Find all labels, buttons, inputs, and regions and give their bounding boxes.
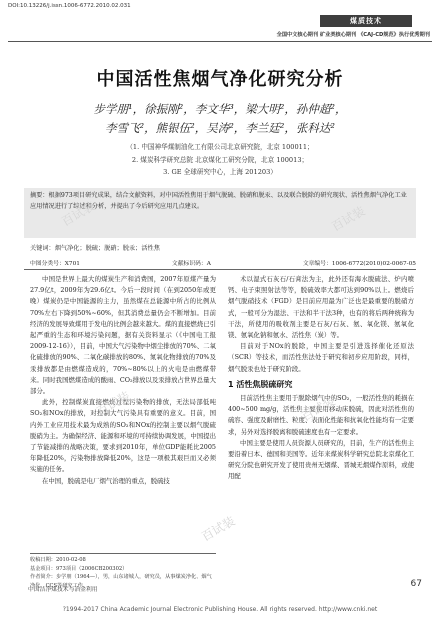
abstract-text: 摘要：根据973项目研究成果，结合文献资料，对中国活性焦用于烟气脱硫、脱硝和脱汞、以及联合脱除的研究现状、活性焦烟气净化工业应用情况进行了综述和分析，并提出了今后研究应用几点建议。 [30, 192, 407, 210]
header-rule [8, 41, 432, 42]
body-paragraph: 术以湿式石灰石/石膏法为主，此外还有海水脱硫法、炉内喷钙、电子束照射法等等，脱硫效率大都可达到90%以上。燃烧后烟气脱硝技术（FGD）是目前应用最为广泛也是最重要的脱硝方式，一般可分为湿法、干法和半干法3种，也有的将后两种统称为干法，所使用的吸收剂主要是石灰/石灰、氨、氧化镁、氨氧化镁、氨氧化钠和氨水、活性焦（炭）等。 [228, 275, 414, 340]
body-paragraph: 在中国，脱硫是电厂烟气治理的重点，脱硫技 [42, 476, 170, 485]
received-date: 收稿日期：2010-02-08 [30, 557, 86, 563]
fund-info: 基金项目：973项目（2006CB200302） [30, 565, 128, 572]
body-paragraph: 此外，控制煤炭直接燃烧过程污染物的排放，无法局部低吨SO₂和NOx的排放，对控制大气污染具有重要的意义。目前，国内外工业应用技术最为成熟的SO₂和NOx的控制主要以烟气脱硫脱硝为主。为确保经济、能源和环境的可持续协调发展，中国提出了节能减排的战略决策，要求到2010年，单位GDP能耗比2005年降低20%，污染物排放降低20%，这是一项极其艰巨而又必须实施的任务。 [30, 398, 216, 474]
watermark: 百试装 [329, 203, 368, 234]
doi-text: DOI:10.13226/j.issn.1006-6772.2010.02.031 [8, 3, 131, 9]
page-number: 67 [410, 579, 422, 589]
keywords: 关键词：烟气净化；脱硫；脱硝；脱汞；活性焦 [30, 245, 160, 252]
clc-number: 中图分类号：X701 [30, 261, 80, 267]
right-column [228, 274, 414, 483]
watermark: 百试装 [199, 513, 238, 544]
column-tag: 煤质技术 [320, 15, 412, 27]
watermark: 百试装 [59, 198, 98, 229]
body-paragraph: 目前活性焦主要用于脱除烟气中的SO₂，一般活性焦的耗损在400~500 mg/g，活性焦主要使用移动床脱硫，因此对活性焦的硫容、强度及耐磨性、粒度、表面化性能和抗氧化性能均有一定要求，另外对选择脱离和脱硫速度也有一定要求。 [228, 394, 414, 436]
author-bio: 作者简介：步学朋（1964—），男，山东诸城人，研究员，从事煤炭净化、烟气净化、CCS等研究工作。 [30, 574, 212, 589]
watermark: 百试装 [94, 388, 133, 419]
document-code: 文献标识码：A [171, 261, 211, 267]
body-paragraph: 中国是世界上最大的煤炭生产和消费国，2007年原煤产量为27.9亿t，2009年为29.6亿t。今后一段时间（在到2050年或更晚）煤炭仍是中国能源的主力，虽然煤在总能源中所占的比例从70%左右下降到50%~60%，但其消费总量仍会不断增加。目前经济的发展导致煤用于发电的比例会越来越大。煤的直接燃烧已引起严重的生态和环境污染问题，据有关资料显示（《中国电工报2009-12-16》），目前，中国大气污染物中烟尘排放的70%、二氧化硫排放的90%、二氧化碳排放的80%、氮氧化物排放的70%及汞排放都是由燃煤造成的，70%~80%以上的火电是由燃煤带来。同时我国燃煤造成的酸雨、CO₂排放以及汞排放占世界总量大部分。 [30, 275, 216, 396]
affiliation-2: 2. 煤炭科学研究总院 北京煤化工研究分院，北京 100013； [131, 156, 309, 164]
journal-badge: 全国中文核心期刊 矿业类核心期刊 《CAJ-CD规范》执行优秀期刊 [276, 32, 430, 38]
article-number: 文章编号：1006-6772(2010)02-0067-05 [302, 261, 416, 267]
body-paragraph: 目前对于NOx的脱除，中国主要是引进选择催化还原法（SCR）等技术，而活性焦法处于研究和初步应用阶段，同样，烟气脱汞也处于研究阶段。 [228, 342, 414, 373]
watermark: 百试装 [299, 393, 338, 424]
abstract-rule [24, 269, 416, 270]
authors-line-2: 李雪飞²，熊银伍²，吴涛²，李兰廷²，张科达² [104, 121, 336, 135]
section-heading: 1 活性焦脱硫研究 [228, 379, 293, 389]
affiliation-1: （1. 中国神华煤制油化工有限公司北京研究院，北京 100011； [126, 143, 314, 151]
authors-line-1: 步学朋¹，徐振刚²，李文华³，梁大明²，孙仲超²， [93, 102, 347, 116]
left-column [30, 274, 216, 487]
copyright-line: ?1994-2017 China Academic Journal Electronic Publishing House. All rights reserved. http://www.cnki.net [62, 606, 378, 613]
paper-title: 中国活性焦烟气净化研究分析 [96, 69, 344, 90]
affiliation-3: 3. GE 全球研究中心，上海 201203） [163, 168, 277, 176]
footer-journal: 中国洁净煤技术与冶金利用 [28, 587, 98, 593]
article-meta [30, 258, 416, 267]
body-paragraph: 中国主要是使用人员资源人员研究的，目前，生产的活性焦主要沿着日本、德国和美国等。近年来煤炭科学研究总院北京煤化工研究分院也研究开发了使用贵州无烟煤、晋城无烟煤作原料，或使用配 [228, 438, 414, 481]
